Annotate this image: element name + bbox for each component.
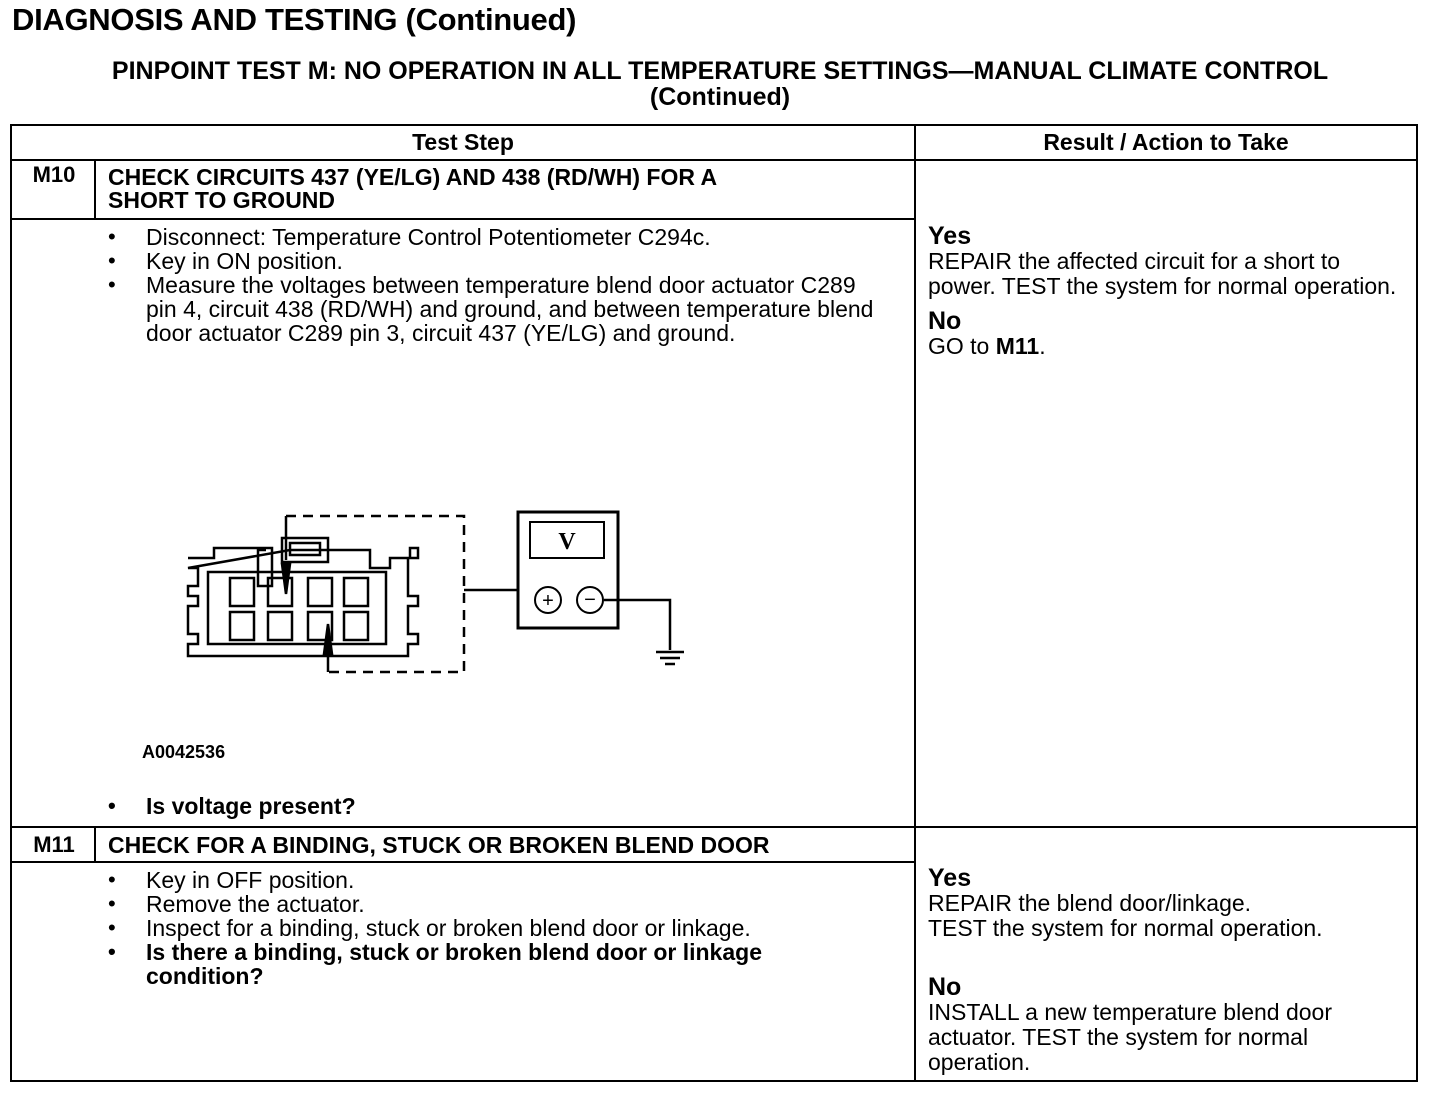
header-result: Result / Action to Take [1043,129,1289,155]
step-title-m10-line2: SHORT TO GROUND [108,187,336,213]
no-action-suffix: . [1039,333,1046,359]
question-text: • Is voltage present? [108,794,888,818]
no-action: INSTALL a new temperature blend door actuator. TEST the system for normal operation. [928,999,1333,1075]
title-divider-m10 [12,218,914,220]
column-divider [914,126,916,1080]
header-test-step: Test Step [412,129,514,155]
subtitle-line-1: PINPOINT TEST M: NO OPERATION IN ALL TEMPERATURE SETTINGS—MANUAL CLIMATE CONTROL [111,57,1329,85]
list-item: • Disconnect: Temperature Control Potentiometer C294c. [108,225,888,249]
yes-action-line2: TEST the system for normal operation. [928,915,1323,941]
no-label: No [928,307,962,335]
row-divider-m11 [12,826,1416,828]
result-m11 [928,866,1408,1075]
list-item: • Key in OFF position. [108,868,868,892]
figure-id: A0042536 [142,742,226,762]
yes-action-line1: REPAIR the blend door/linkage. [928,890,1252,916]
yes-label: Yes [928,222,972,250]
yes-label: Yes [928,864,972,892]
step-m10-instructions [108,225,888,345]
no-action-prefix: GO to [928,333,996,359]
list-item: • Remove the actuator. [108,892,868,916]
no-label: No [928,973,962,1001]
yes-action: REPAIR the affected circuit for a short to power. TEST the system for normal operation. [928,248,1397,299]
step-title-m10 [108,166,898,212]
page-title: DIAGNOSIS AND TESTING (Continued) [12,2,577,37]
result-m10 [928,224,1408,359]
voltmeter-test-diagram [172,476,692,706]
subtitle-line-2: (Continued) [649,83,791,111]
pinpoint-test-table [10,124,1418,1082]
title-divider-m11 [12,861,914,863]
list-item: • Inspect for a binding, stuck or broken blend door or linkage. [108,916,868,940]
list-item: • Measure the voltages between temperature blend door actuator C289 pin 4, circuit 438 (RD/WH) and ground, and between temperature blend door actuator C289 pin 3, circuit 437 (YE/LG) and ground. [108,273,888,345]
voltmeter [518,512,618,628]
pinpoint-test-title [10,58,1430,110]
meter-symbol: V [558,529,576,555]
svg-text:−: − [584,589,596,611]
question-text: • Is there a binding, stuck or broken blend door or linkage condition? [108,940,868,988]
connector-c289 [188,538,418,656]
step-id-m11: M11 [33,832,75,857]
test-leads [282,516,518,672]
no-action [928,334,1408,359]
list-item: • Key in ON position. [108,249,888,273]
step-title-m10-line1: CHECK CIRCUITS 437 (YE/LG) AND 438 (RD/WH) FOR A [108,164,718,190]
step-title-m11: CHECK FOR A BINDING, STUCK OR BROKEN BLEND DOOR [108,832,770,858]
svg-text:+: + [542,590,554,612]
step-m10-question [108,794,888,818]
step-m11-instructions [108,868,868,988]
step-id-m10: M10 [32,162,76,187]
goto-m11-link[interactable]: M11 [995,333,1040,359]
